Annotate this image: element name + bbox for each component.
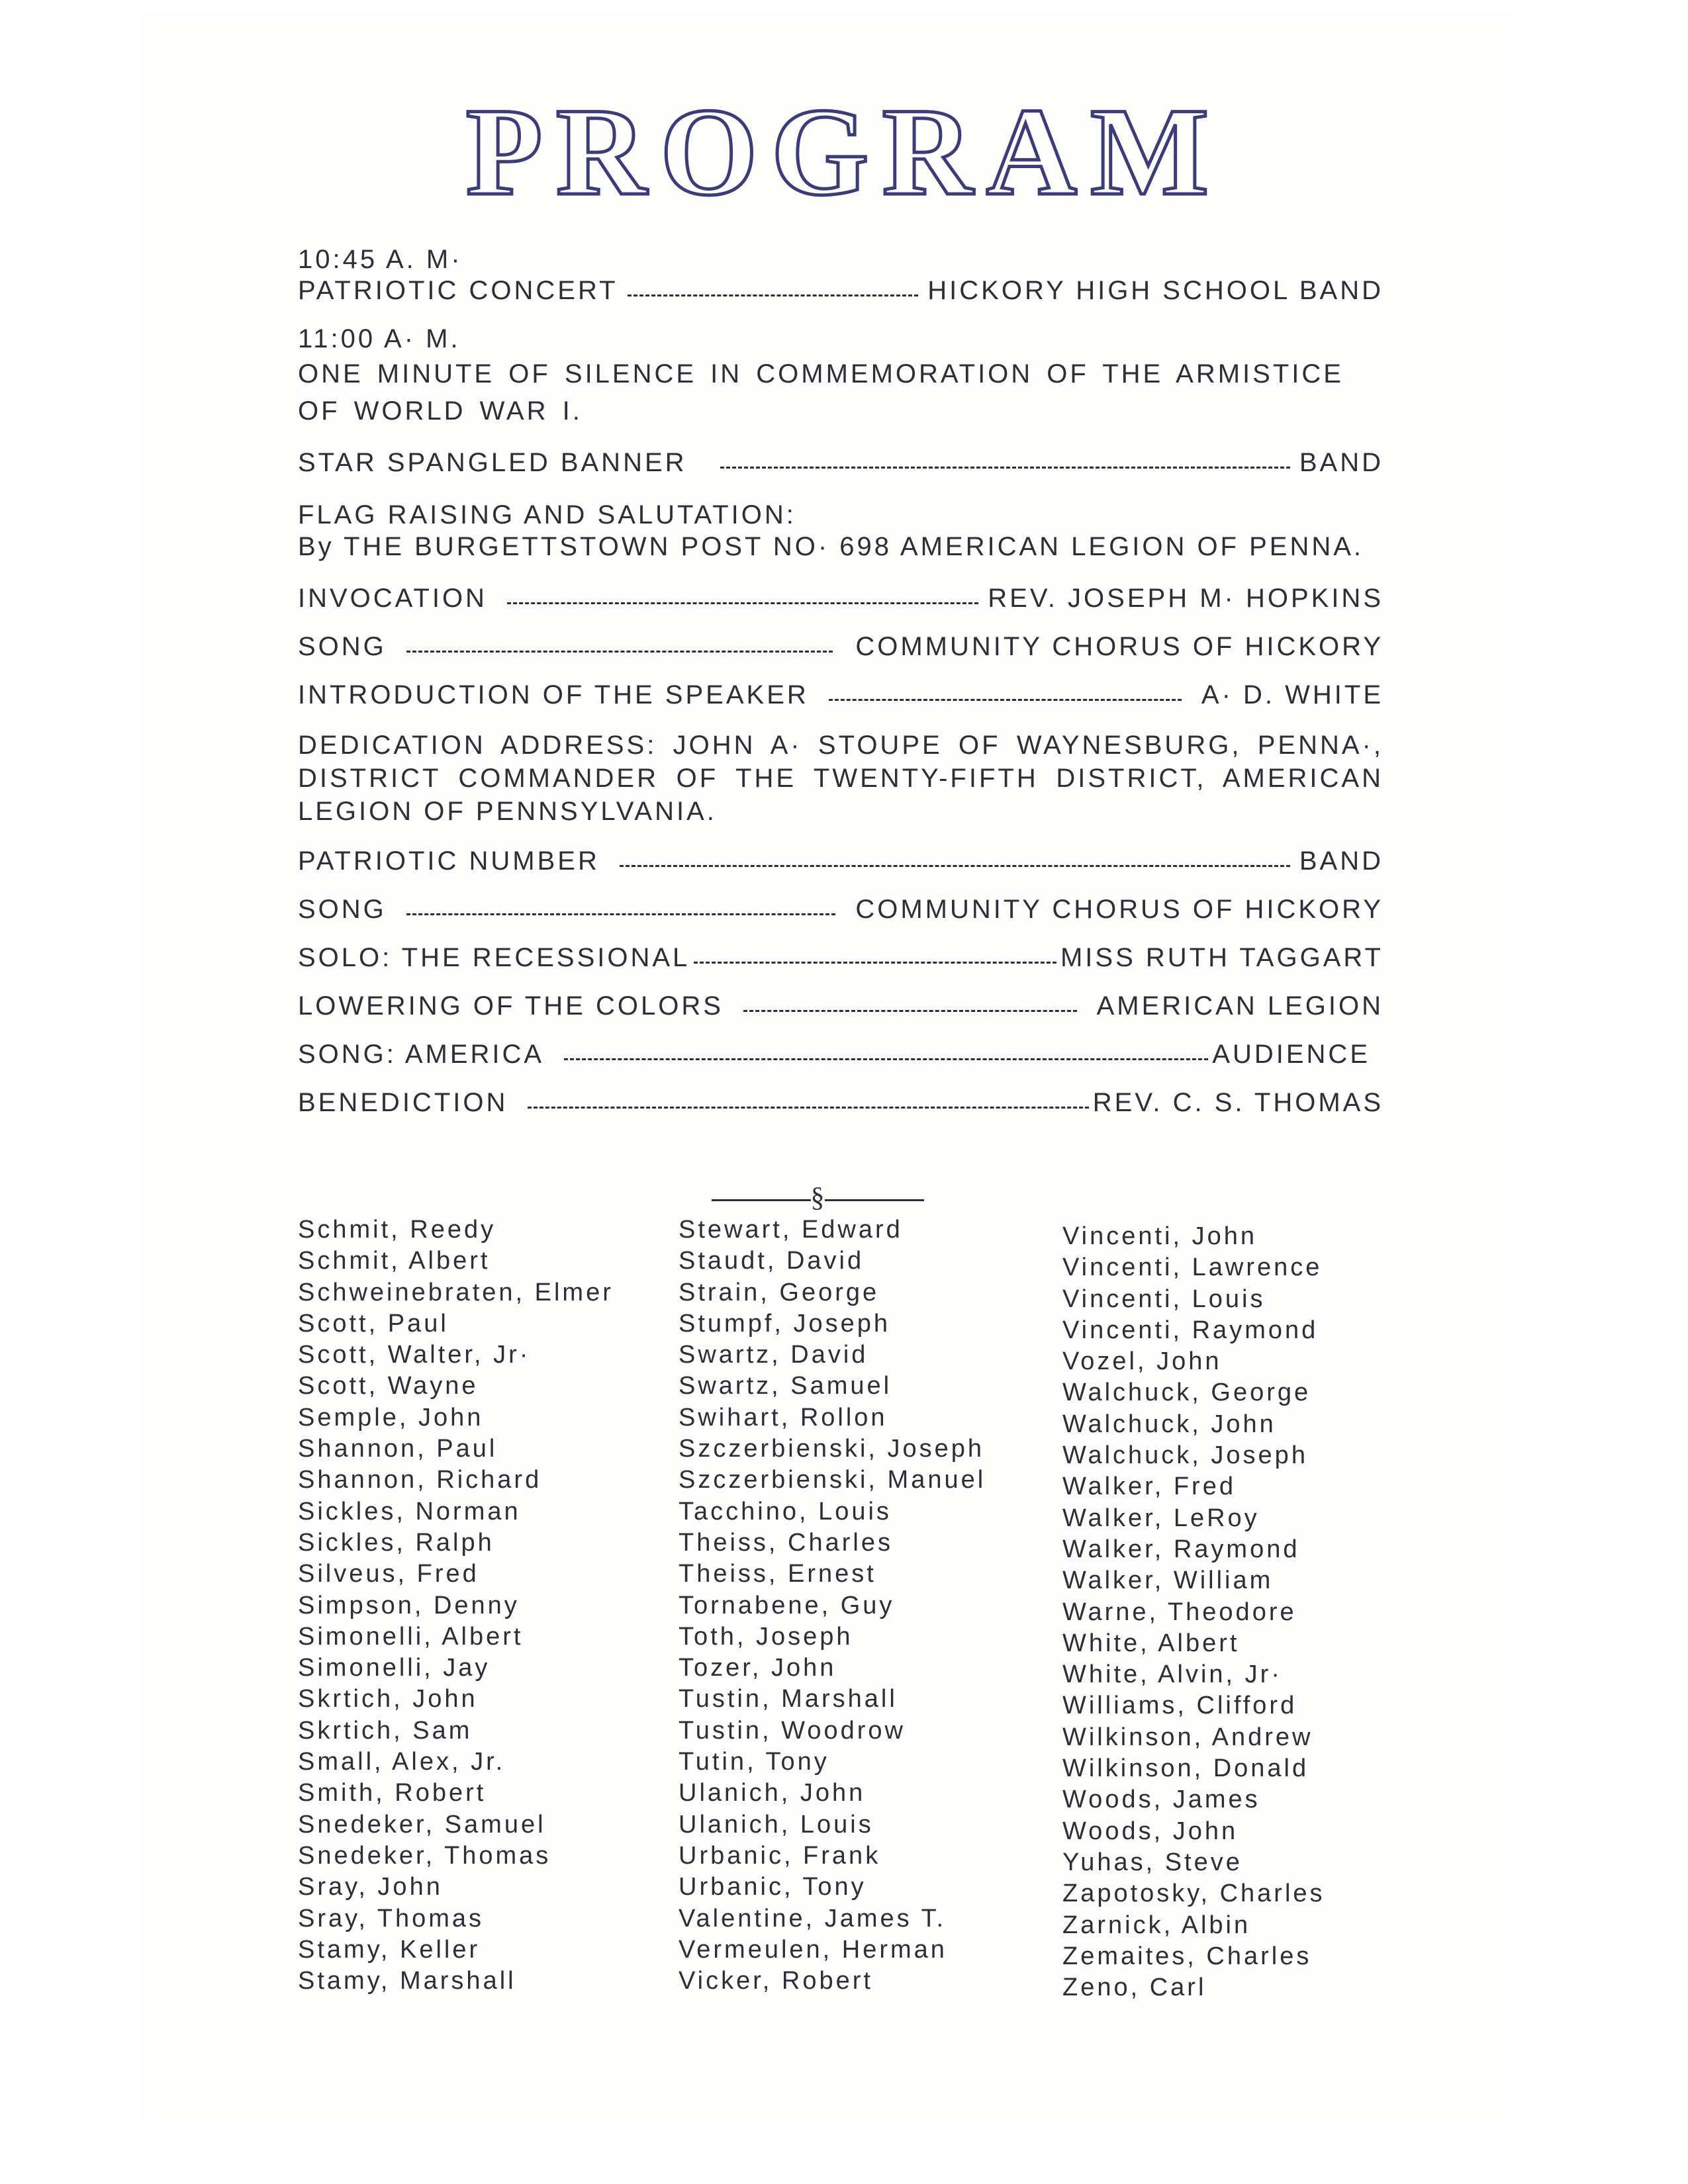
page-title: PROGRAM [465,83,1223,222]
name-entry: Wilkinson, Donald [1062,1754,1309,1783]
item-text: DEDICATION ADDRESS: JOHN A· STOUPE OF WAYNESBURG, PENNA·, DISTRICT COMMANDER OF THE TWENTY-FIFTH DISTRICT, AMERICAN LEGION OF PENNSYLVANIA. [298,731,1383,826]
program-item-flag [298,496,1383,565]
item-performer: BAND [1299,846,1383,876]
name-entry: Walker, William [1062,1567,1274,1595]
program-item-concert [298,245,1383,306]
item-performer: A· D. WHITE [1201,680,1383,709]
name-entry: Swartz, David [679,1341,868,1369]
name-entry: Strain, George [679,1278,880,1306]
name-entry: Vincenti, John [1062,1222,1258,1250]
name-entry: Scott, Walter, Jr· [298,1341,531,1369]
name-entry: Simonelli, Albert [298,1622,524,1651]
name-column-2 [679,1214,986,1997]
name-entry: Skrtich, Sam [298,1716,473,1745]
name-entry: Vincenti, Raymond [1062,1316,1319,1344]
name-entry: Vincenti, Louis [1062,1285,1266,1313]
item-event: SONG: AMERICA [298,1040,545,1069]
program-item-song-2 [298,895,1383,925]
name-entry: Urbanic, Tony [679,1873,867,1901]
name-entry: Simonelli, Jay [298,1654,491,1682]
item-performer: COMMUNITY CHORUS OF HICKORY [855,632,1383,661]
name-entry: Shannon, Paul [298,1435,498,1463]
program-item-solo [298,943,1383,973]
section-divider [695,1182,940,1214]
name-entry: Valentine, James T. [679,1904,947,1933]
item-performer: HICKORY HIGH SCHOOL BAND [927,276,1383,305]
name-entry: Walker, LeRoy [1062,1504,1260,1532]
name-entry: Snedeker, Thomas [298,1841,551,1870]
name-entry: Walchuck, Joseph [1062,1441,1308,1470]
name-entry: Williams, Clifford [1062,1692,1297,1720]
leader-dots [564,1058,1208,1060]
name-entry: Schmit, Reedy [298,1216,496,1244]
name-entry: Stamy, Keller [298,1935,481,1964]
program-item-silence [298,324,1383,430]
name-entry: Walker, Fred [1062,1473,1236,1501]
name-entry: Toth, Joseph [679,1622,853,1651]
name-entry: Woods, James [1062,1786,1260,1814]
name-entry: Ulanich, Louis [679,1810,874,1839]
section-symbol: § [810,1183,825,1213]
leader-dots [694,962,1056,964]
name-entry: Simpson, Denny [298,1591,520,1619]
name-entry: Zarnick, Albin [1062,1911,1251,1939]
name-entry: Scott, Wayne [298,1372,479,1400]
program-item-dedication [298,729,1383,828]
name-entry: Sickles, Ralph [298,1528,494,1557]
leader-dots [528,1107,1088,1109]
leader-dots [829,699,1182,701]
name-entry: Smith, Robert [298,1779,487,1807]
name-entry: Vozel, John [1062,1347,1222,1376]
name-entry: Snedeker, Samuel [298,1810,546,1839]
item-performer: MISS RUTH TAGGART [1060,943,1383,972]
name-entry: Small, Alex, Jr. [298,1748,506,1776]
program-item-intro [298,680,1383,710]
name-entry: Tutin, Tony [679,1748,829,1776]
name-entry: Sray, Thomas [298,1904,485,1933]
name-entry: Walchuck, George [1062,1379,1311,1407]
name-entry: Theiss, Ernest [679,1560,876,1588]
leader-dots [743,1010,1077,1012]
name-entry: Warne, Theodore [1062,1598,1297,1626]
name-entry: Semple, John [298,1403,484,1432]
item-event: PATRIOTIC CONCERT [298,276,618,305]
program-item-america [298,1040,1383,1069]
name-column-3 [1062,1221,1325,2003]
item-text: FLAG RAISING AND SALUTATION: [298,500,796,529]
divider-rule [825,1199,924,1201]
name-entry: Swartz, Samuel [679,1372,892,1400]
name-entry: Stewart, Edward [679,1216,903,1244]
program-item-patriotic-number [298,846,1383,876]
leader-dots [628,295,919,296]
name-entry: Theiss, Charles [679,1528,893,1557]
leader-dots [507,602,978,604]
item-performer: AUDIENCE [1212,1040,1370,1069]
name-entry: Zemaites, Charles [1062,1942,1312,1970]
item-event: BENEDICTION [298,1088,508,1117]
name-entry: Ulanich, John [679,1779,866,1807]
item-time: 10:45 A. M· [298,245,463,274]
name-entry: Schmit, Albert [298,1247,491,1275]
name-entry: Vermeulen, Herman [679,1935,947,1964]
name-entry: Yuhas, Steve [1062,1848,1243,1876]
leader-dots [720,467,1290,469]
name-entry: Sray, John [298,1873,443,1901]
program-list [298,245,1383,1136]
item-event: INTRODUCTION OF THE SPEAKER [298,680,809,709]
item-performer: BAND [1299,448,1383,477]
name-entry: Woods, John [1062,1817,1239,1845]
item-event: SONG [298,895,387,924]
name-entry: Tustin, Marshall [679,1685,898,1713]
leader-dots [406,651,833,653]
item-event: INVOCATION [298,584,487,613]
name-entry: Skrtich, John [298,1685,478,1713]
divider-rule [712,1199,811,1201]
item-event: LOWERING OF THE COLORS [298,991,724,1021]
name-entry: Vicker, Robert [679,1967,873,1995]
name-entry: Urbanic, Frank [679,1841,881,1870]
name-entry: Stumpf, Joseph [679,1309,891,1338]
program-item-lowering [298,991,1383,1021]
name-entry: Zapotosky, Charles [1062,1880,1325,1908]
program-item-anthem [298,448,1383,478]
name-entry: Wilkinson, Andrew [1062,1723,1313,1751]
leader-dots [406,913,836,915]
name-entry: Silveus, Fred [298,1560,479,1588]
name-entry: White, Alvin, Jr· [1062,1661,1282,1689]
name-entry: Walchuck, John [1062,1410,1276,1438]
name-entry: Shannon, Richard [298,1466,542,1494]
name-entry: Vincenti, Lawrence [1062,1253,1323,1282]
program-item-invocation [298,584,1383,614]
item-time: 11:00 A· M. [298,324,461,353]
item-text: By THE BURGETTSTOWN POST NO· 698 AMERICAN LEGION OF PENNA. [298,532,1364,561]
name-entry: Szczerbienski, Joseph [679,1435,985,1463]
program-item-song-1 [298,632,1383,662]
name-entry: Stamy, Marshall [298,1967,516,1995]
name-entry: Sickles, Norman [298,1497,521,1525]
leader-dots [620,865,1290,867]
name-entry: Tustin, Woodrow [679,1716,906,1745]
item-event: PATRIOTIC NUMBER [298,846,600,876]
name-entry: Tornabene, Guy [679,1591,895,1619]
item-performer: REV. JOSEPH M· HOPKINS [988,584,1383,613]
item-event: STAR SPANGLED BANNER [298,448,687,477]
name-entry: Schweinebraten, Elmer [298,1278,614,1306]
name-entry: Swihart, Rollon [679,1403,888,1432]
name-entry: Walker, Raymond [1062,1535,1300,1563]
name-entry: Tozer, John [679,1654,837,1682]
item-event: SOLO: THE RECESSIONAL [298,943,690,972]
item-performer: REV. C. S. THOMAS [1092,1088,1383,1117]
item-performer: COMMUNITY CHORUS OF HICKORY [855,895,1383,924]
name-column-1 [298,1214,614,1997]
program-item-benediction [298,1088,1383,1118]
item-event: SONG [298,632,387,661]
item-text: ONE MINUTE OF SILENCE IN COMMEMORATION OF THE ARMISTICE OF WORLD WAR I. [298,359,1344,426]
item-performer: AMERICAN LEGION [1096,991,1383,1021]
name-entry: Tacchino, Louis [679,1497,892,1525]
name-entry: Szczerbienski, Manuel [679,1466,986,1494]
name-entry: White, Albert [1062,1629,1240,1657]
name-entry: Scott, Paul [298,1309,449,1338]
name-entry: Staudt, David [679,1247,865,1275]
name-entry: Zeno, Carl [1062,1974,1207,2002]
